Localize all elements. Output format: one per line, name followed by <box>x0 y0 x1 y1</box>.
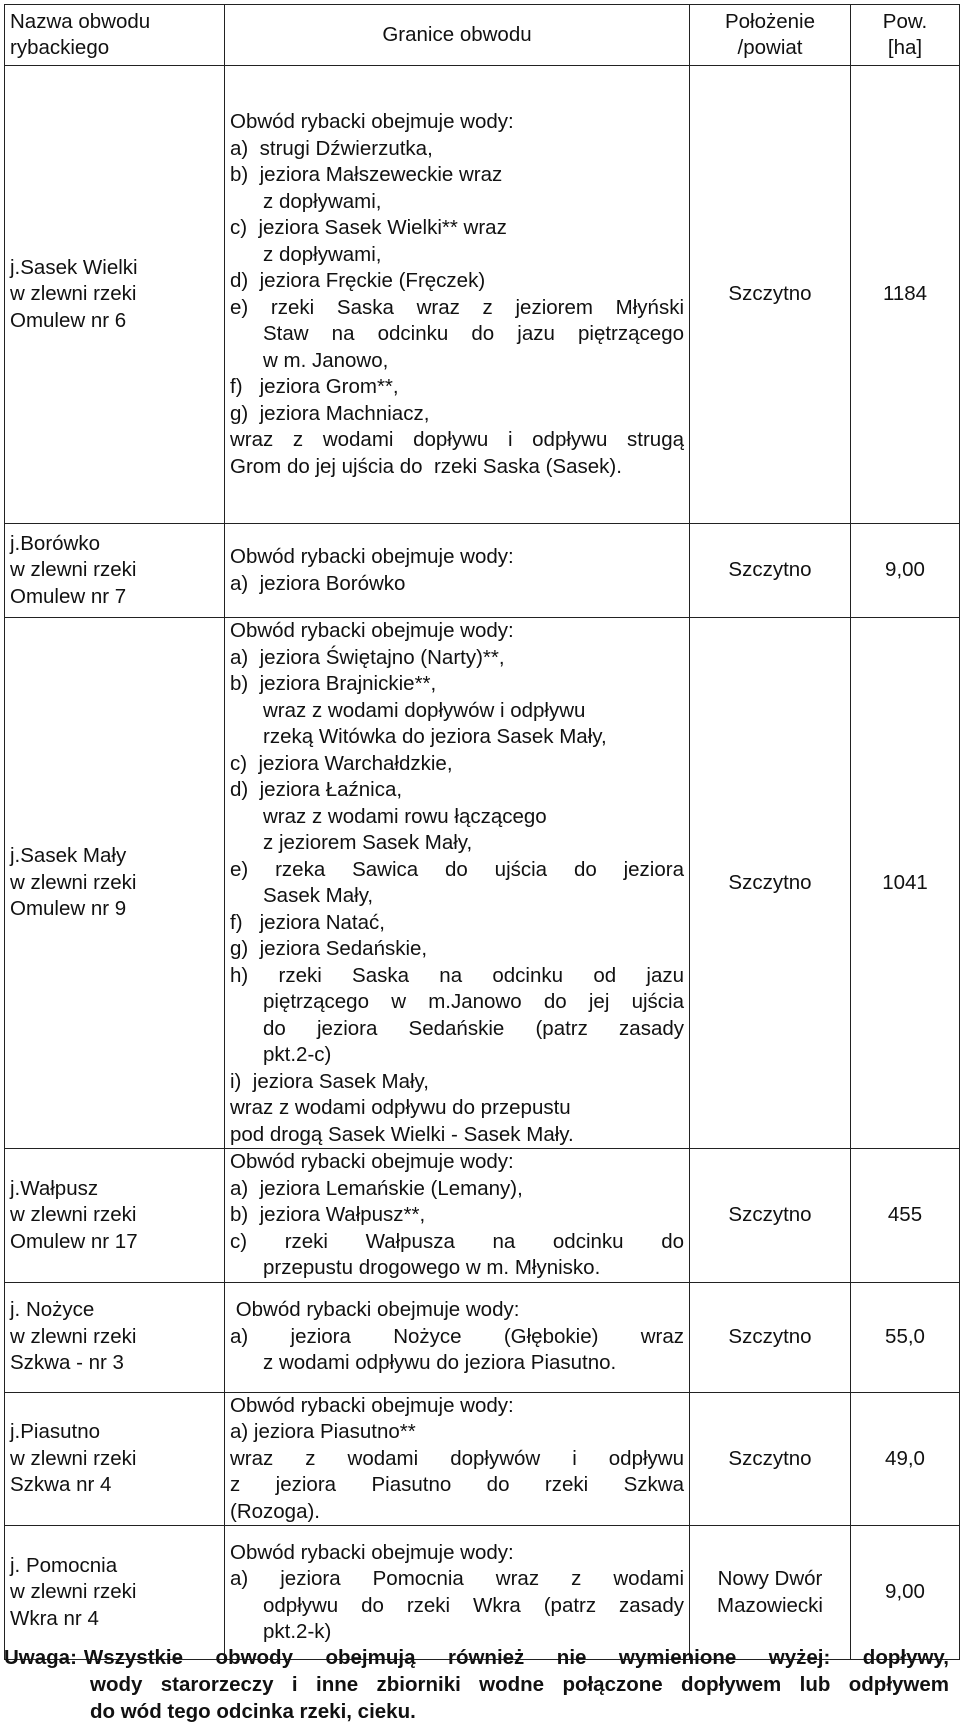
bounds-line: z wodami odpływu do jeziora Piasutno. <box>263 1351 617 1375</box>
district-name-line: j.Piasutno <box>10 1420 101 1443</box>
district-location-cell: Szczytno <box>690 618 851 1149</box>
bounds-line: c) rzeki Wałpusza na odcinku do <box>230 1229 684 1253</box>
bounds-line: a) jeziora Lemańskie (Lemany), <box>230 1176 523 1200</box>
district-area-cell: 49,0 <box>851 1392 960 1526</box>
district-name-line: j.Wałpusz <box>10 1176 99 1200</box>
district-bounds-cell <box>225 1526 690 1660</box>
fishing-districts-table <box>4 4 960 1660</box>
note-label: Uwaga: <box>4 1646 77 1669</box>
district-name-line: w zlewni rzeki <box>10 1580 137 1604</box>
district-location-cell: Szczytno <box>690 1149 851 1283</box>
bounds-line: rzeką Witówka do jeziora Sasek Mały, <box>263 725 607 748</box>
bounds-line: e) rzeka Sawica do ujścia do jeziora <box>230 857 684 881</box>
bounds-line: b) jeziora Małszeweckie wraz <box>230 163 503 186</box>
district-bounds-cell <box>225 1149 690 1283</box>
district-name-line: j.Borówko <box>10 531 101 555</box>
district-name-line: Omulew nr 6 <box>10 308 127 332</box>
location-line: Nowy Dwór <box>717 1567 823 1590</box>
bounds-line: przepustu drogowego w m. Młynisko. <box>263 1256 601 1279</box>
bounds-line: Obwód rybacki obejmuje wody: <box>230 1393 514 1417</box>
bounds-line: wraz z wodami dopływów i odpływu <box>263 698 586 722</box>
header-bounds: Granice obwodu <box>225 5 690 66</box>
district-bounds-cell <box>225 1282 690 1392</box>
bounds-line: pkt.2-k) <box>263 1620 332 1643</box>
district-name-line: Szkwa - nr 3 <box>10 1351 124 1375</box>
district-area-cell: 9,00 <box>851 524 960 618</box>
district-name-cell <box>5 1149 225 1283</box>
district-name-line: Omulew nr 9 <box>10 897 127 921</box>
district-area-cell: 1041 <box>851 618 960 1149</box>
district-location-cell: Szczytno <box>690 66 851 524</box>
district-name-cell <box>5 1392 225 1526</box>
district-name-cell <box>5 66 225 524</box>
bounds-line: Obwód rybacki obejmuje wody: <box>230 1540 514 1564</box>
bounds-line: wraz z wodami dopływów i odpływu <box>230 1446 684 1470</box>
bounds-line: Sasek Mały, <box>263 884 374 907</box>
district-name-cell <box>5 524 225 618</box>
table-row <box>5 1392 960 1526</box>
district-name-line: w zlewni rzeki <box>10 282 137 306</box>
table-row <box>5 1149 960 1283</box>
bounds-line: a) jeziora Świętajno (Narty)**, <box>230 645 505 669</box>
bounds-line: pod drogą Sasek Wielki - Sasek Mały. <box>230 1122 574 1146</box>
district-name-cell <box>5 618 225 1149</box>
bounds-line: i) jeziora Sasek Mały, <box>230 1069 429 1093</box>
bounds-line: b) jeziora Brajnickie**, <box>230 672 437 695</box>
bounds-line: e) rzeki Saska wraz z jeziorem Młyński <box>230 295 684 319</box>
bounds-line: f) jeziora Natać, <box>230 910 385 934</box>
district-name-line: w zlewni rzeki <box>10 870 137 894</box>
bounds-line: c) jeziora Sasek Wielki** wraz <box>230 216 507 239</box>
bounds-line: d) jeziora Łaźnica, <box>230 778 403 801</box>
bounds-line: a) jeziora Borówko <box>230 571 406 595</box>
district-name-line: j.Sasek Wielki <box>10 255 138 279</box>
district-name-line: w zlewni rzeki <box>10 1203 137 1226</box>
district-name-line: w zlewni rzeki <box>10 1324 137 1348</box>
district-name-line: Wkra nr 4 <box>10 1606 99 1630</box>
bounds-line: w m. Janowo, <box>263 348 389 372</box>
bounds-line: z jeziora Piasutno do rzeki Szkwa <box>230 1473 684 1496</box>
district-location-cell: Szczytno <box>690 1282 851 1392</box>
bounds-line: g) jeziora Sedańskie, <box>230 937 428 960</box>
bounds-line: d) jeziora Fręckie (Fręczek) <box>230 269 486 292</box>
bounds-line: wraz z wodami dopływu i odpływu strugą <box>230 428 684 451</box>
bounds-line: h) rzeki Saska na odcinku od jazu <box>230 963 684 987</box>
bounds-line: Obwód rybacki obejmuje wody: <box>230 545 514 568</box>
bounds-line: odpływu do rzeki Wkra (patrz zasady <box>263 1593 684 1617</box>
district-name-line: j. Nożyce <box>10 1298 95 1322</box>
district-location-cell: Szczytno <box>690 524 851 618</box>
district-bounds-cell <box>225 1392 690 1526</box>
district-area-cell: 55,0 <box>851 1282 960 1392</box>
district-area-cell: 1184 <box>851 66 960 524</box>
bounds-line: b) jeziora Wałpusz**, <box>230 1203 426 1226</box>
bounds-line: f) jeziora Grom**, <box>230 375 399 398</box>
bounds-line: a) jeziora Pomocnia wraz z wodami <box>230 1567 684 1590</box>
location-line: Mazowiecki <box>717 1593 823 1617</box>
bounds-line: Obwód rybacki obejmuje wody: <box>230 110 514 133</box>
note-line-2: wody starorzeczy i inne zbiorniki wodne połączone dopływem lub odpływem <box>90 1673 949 1696</box>
bounds-line: (Rozoga). <box>230 1499 321 1523</box>
bounds-line: Obwód rybacki obejmuje wody: <box>230 1298 520 1322</box>
district-name-line: w zlewni rzeki <box>10 1446 137 1470</box>
district-location-cell <box>690 1526 851 1660</box>
bounds-line: Staw na odcinku do jazu piętrzącego <box>263 322 684 345</box>
district-name-cell <box>5 1282 225 1392</box>
bounds-line: do jeziora Sedańskie (patrz zasady <box>263 1016 684 1040</box>
district-name-line: j.Sasek Mały <box>10 844 127 868</box>
district-area-cell: 9,00 <box>851 1526 960 1660</box>
note-line-3: do wód tego odcinka rzeki, cieku. <box>90 1700 416 1723</box>
bounds-line: Grom do jej ujścia do rzeki Saska (Sasek). <box>230 454 622 478</box>
district-name-line: Omulew nr 7 <box>10 584 127 608</box>
table-row <box>5 524 960 618</box>
note-paragraph <box>4 1644 949 1725</box>
bounds-line: z jeziorem Sasek Mały, <box>263 831 473 854</box>
header-area: Pow. [ha] <box>851 5 960 66</box>
district-name-cell <box>5 1526 225 1660</box>
district-area-cell: 455 <box>851 1149 960 1283</box>
table-body <box>5 66 960 1660</box>
district-bounds-cell <box>225 66 690 524</box>
district-name-line: Szkwa nr 4 <box>10 1473 112 1496</box>
note-line-1: Wszystkie obwody obejmują również nie wymienione wyżej: dopływy, <box>83 1646 949 1669</box>
header-location: Położenie /powiat <box>690 5 851 66</box>
bounds-line: z dopływami, <box>263 242 382 266</box>
district-bounds-cell <box>225 524 690 618</box>
bounds-line: wraz z wodami rowu łączącego <box>263 804 547 828</box>
table-row <box>5 1282 960 1392</box>
bounds-line: z dopływami, <box>263 189 382 213</box>
bounds-line: a) strugi Dźwierzutka, <box>230 136 433 160</box>
bounds-line: pkt.2-c) <box>263 1043 332 1066</box>
bounds-line: a) jeziora Nożyce (Głębokie) wraz <box>230 1324 684 1348</box>
table-row <box>5 618 960 1149</box>
district-name-line: w zlewni rzeki <box>10 558 137 582</box>
bounds-line: Obwód rybacki obejmuje wody: <box>230 1150 514 1173</box>
bounds-line: Obwód rybacki obejmuje wody: <box>230 619 514 642</box>
bounds-line: a) jeziora Piasutno** <box>230 1420 416 1443</box>
table-row <box>5 1526 960 1660</box>
bounds-line: c) jeziora Warchałdzkie, <box>230 751 453 775</box>
district-name-line: j. Pomocnia <box>10 1553 118 1577</box>
header-name: Nazwa obwodu rybackiego <box>5 5 225 66</box>
district-bounds-cell <box>225 618 690 1149</box>
bounds-line: wraz z wodami odpływu do przepustu <box>230 1096 571 1119</box>
table-row <box>5 66 960 524</box>
bounds-line: g) jeziora Machniacz, <box>230 401 430 425</box>
district-location-cell: Szczytno <box>690 1392 851 1526</box>
bounds-line: piętrzącego w m.Janowo do jej ujścia <box>263 990 684 1013</box>
table-header-row <box>5 5 960 66</box>
district-name-line: Omulew nr 17 <box>10 1229 138 1253</box>
